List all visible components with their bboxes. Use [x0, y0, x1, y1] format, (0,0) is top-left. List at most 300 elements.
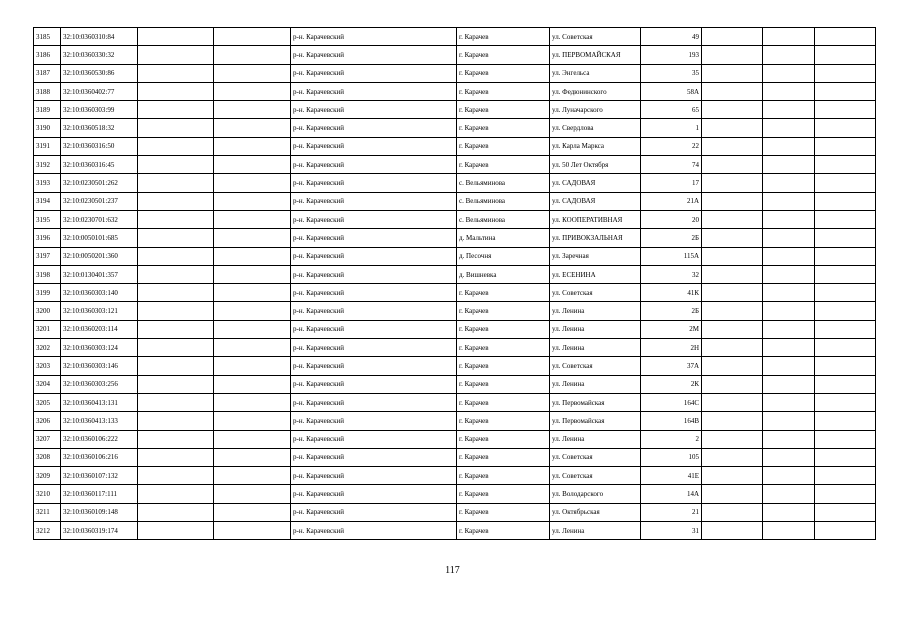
- settlement-cell: д. Вишневка: [457, 265, 550, 283]
- house-number-cell: 20: [641, 210, 702, 228]
- empty-cell: [702, 64, 763, 82]
- register-table: [33, 27, 876, 540]
- empty-cell: [815, 28, 876, 46]
- street-cell: ул. Луначарского: [550, 101, 641, 119]
- street-cell: ул. Октябрьская: [550, 503, 641, 521]
- house-number-cell: 14А: [641, 485, 702, 503]
- district-cell: р-н. Карачевский: [291, 46, 457, 64]
- house-number-cell: 22: [641, 137, 702, 155]
- district-cell: р-н. Карачевский: [291, 485, 457, 503]
- empty-cell: [702, 375, 763, 393]
- cadastral-number-cell: 32:10:0050101:685: [61, 229, 138, 247]
- empty-cell: [214, 156, 291, 174]
- street-cell: ул. Свердлова: [550, 119, 641, 137]
- district-cell: р-н. Карачевский: [291, 320, 457, 338]
- empty-cell: [214, 430, 291, 448]
- empty-cell: [702, 320, 763, 338]
- empty-cell: [815, 174, 876, 192]
- empty-cell: [214, 522, 291, 540]
- empty-cell: [214, 467, 291, 485]
- settlement-cell: г. Карачев: [457, 64, 550, 82]
- settlement-cell: г. Карачев: [457, 393, 550, 411]
- empty-cell: [763, 156, 815, 174]
- empty-cell: [815, 375, 876, 393]
- row-number-cell: 3206: [34, 412, 61, 430]
- empty-cell: [763, 192, 815, 210]
- empty-cell: [138, 393, 214, 411]
- empty-cell: [815, 119, 876, 137]
- house-number-cell: 21А: [641, 192, 702, 210]
- empty-cell: [702, 503, 763, 521]
- house-number-cell: 2Б: [641, 229, 702, 247]
- page-number: 117: [445, 565, 460, 576]
- table-row: [34, 229, 876, 247]
- row-number-cell: 3209: [34, 467, 61, 485]
- district-cell: р-н. Карачевский: [291, 265, 457, 283]
- empty-cell: [815, 64, 876, 82]
- empty-cell: [702, 485, 763, 503]
- empty-cell: [138, 430, 214, 448]
- cadastral-number-cell: 32:10:0130401:357: [61, 265, 138, 283]
- district-cell: р-н. Карачевский: [291, 119, 457, 137]
- empty-cell: [702, 119, 763, 137]
- empty-cell: [702, 28, 763, 46]
- settlement-cell: г. Карачев: [457, 284, 550, 302]
- empty-cell: [702, 101, 763, 119]
- empty-cell: [702, 82, 763, 100]
- cadastral-number-cell: 32:10:0360106:216: [61, 448, 138, 466]
- street-cell: ул. Первомайская: [550, 393, 641, 411]
- district-cell: р-н. Карачевский: [291, 302, 457, 320]
- empty-cell: [702, 229, 763, 247]
- table-row: [34, 357, 876, 375]
- street-cell: ул. Первомайская: [550, 412, 641, 430]
- empty-cell: [815, 101, 876, 119]
- empty-cell: [702, 284, 763, 302]
- house-number-cell: 31: [641, 522, 702, 540]
- empty-cell: [815, 393, 876, 411]
- cadastral-number-cell: 32:10:0360518:32: [61, 119, 138, 137]
- house-number-cell: 37А: [641, 357, 702, 375]
- row-number-cell: 3200: [34, 302, 61, 320]
- empty-cell: [763, 393, 815, 411]
- settlement-cell: г. Карачев: [457, 46, 550, 64]
- empty-cell: [815, 156, 876, 174]
- row-number-cell: 3211: [34, 503, 61, 521]
- empty-cell: [815, 137, 876, 155]
- empty-cell: [138, 247, 214, 265]
- row-number-cell: 3194: [34, 192, 61, 210]
- district-cell: р-н. Карачевский: [291, 393, 457, 411]
- row-number-cell: 3196: [34, 229, 61, 247]
- district-cell: р-н. Карачевский: [291, 412, 457, 430]
- table-row: [34, 448, 876, 466]
- empty-cell: [702, 210, 763, 228]
- table-row: [34, 375, 876, 393]
- street-cell: ул. 50 Лет Октября: [550, 156, 641, 174]
- empty-cell: [702, 46, 763, 64]
- empty-cell: [214, 192, 291, 210]
- empty-cell: [702, 448, 763, 466]
- settlement-cell: г. Карачев: [457, 119, 550, 137]
- settlement-cell: г. Карачев: [457, 320, 550, 338]
- table-row: [34, 467, 876, 485]
- street-cell: ул. Володарского: [550, 485, 641, 503]
- empty-cell: [815, 265, 876, 283]
- empty-cell: [214, 82, 291, 100]
- empty-cell: [763, 119, 815, 137]
- settlement-cell: г. Карачев: [457, 101, 550, 119]
- empty-cell: [214, 503, 291, 521]
- empty-cell: [214, 229, 291, 247]
- settlement-cell: г. Карачев: [457, 82, 550, 100]
- cadastral-number-cell: 32:10:0360303:146: [61, 357, 138, 375]
- empty-cell: [815, 448, 876, 466]
- empty-cell: [214, 357, 291, 375]
- cadastral-number-cell: 32:10:0360330:32: [61, 46, 138, 64]
- row-number-cell: 3190: [34, 119, 61, 137]
- empty-cell: [815, 412, 876, 430]
- house-number-cell: 65: [641, 101, 702, 119]
- cadastral-number-cell: 32:10:0050201:360: [61, 247, 138, 265]
- district-cell: р-н. Карачевский: [291, 247, 457, 265]
- cadastral-number-cell: 32:10:0360316:50: [61, 137, 138, 155]
- empty-cell: [138, 375, 214, 393]
- street-cell: ул. Ленина: [550, 430, 641, 448]
- settlement-cell: г. Карачев: [457, 522, 550, 540]
- street-cell: ул. Советская: [550, 467, 641, 485]
- table-row: [34, 302, 876, 320]
- empty-cell: [815, 82, 876, 100]
- empty-cell: [138, 82, 214, 100]
- house-number-cell: 41Е: [641, 467, 702, 485]
- street-cell: ул. ЕСЕНИНА: [550, 265, 641, 283]
- row-number-cell: 3203: [34, 357, 61, 375]
- table-row: [34, 339, 876, 357]
- table-row: [34, 210, 876, 228]
- empty-cell: [214, 64, 291, 82]
- empty-cell: [702, 393, 763, 411]
- house-number-cell: 164С: [641, 393, 702, 411]
- empty-cell: [138, 265, 214, 283]
- empty-cell: [138, 28, 214, 46]
- street-cell: ул. Ленина: [550, 522, 641, 540]
- empty-cell: [763, 284, 815, 302]
- house-number-cell: 193: [641, 46, 702, 64]
- table-row: [34, 156, 876, 174]
- district-cell: р-н. Карачевский: [291, 229, 457, 247]
- empty-cell: [214, 174, 291, 192]
- district-cell: р-н. Карачевский: [291, 174, 457, 192]
- row-number-cell: 3189: [34, 101, 61, 119]
- settlement-cell: г. Карачев: [457, 156, 550, 174]
- street-cell: ул. Ленина: [550, 320, 641, 338]
- row-number-cell: 3185: [34, 28, 61, 46]
- empty-cell: [214, 265, 291, 283]
- empty-cell: [214, 320, 291, 338]
- table-row: [34, 46, 876, 64]
- settlement-cell: с. Вельяминова: [457, 174, 550, 192]
- empty-cell: [138, 101, 214, 119]
- empty-cell: [763, 137, 815, 155]
- row-number-cell: 3212: [34, 522, 61, 540]
- empty-cell: [138, 192, 214, 210]
- empty-cell: [702, 339, 763, 357]
- empty-cell: [138, 339, 214, 357]
- table-row: [34, 174, 876, 192]
- settlement-cell: с. Вельяминова: [457, 192, 550, 210]
- cadastral-number-cell: 32:10:0360109:148: [61, 503, 138, 521]
- empty-cell: [815, 247, 876, 265]
- table-row: [34, 64, 876, 82]
- empty-cell: [138, 284, 214, 302]
- table-row: [34, 485, 876, 503]
- empty-cell: [763, 210, 815, 228]
- house-number-cell: 17: [641, 174, 702, 192]
- street-cell: ул. Карла Маркса: [550, 137, 641, 155]
- cadastral-number-cell: 32:10:0360303:99: [61, 101, 138, 119]
- empty-cell: [214, 137, 291, 155]
- empty-cell: [214, 339, 291, 357]
- cadastral-number-cell: 32:10:0360106:222: [61, 430, 138, 448]
- empty-cell: [702, 522, 763, 540]
- empty-cell: [815, 522, 876, 540]
- row-number-cell: 3192: [34, 156, 61, 174]
- cadastral-number-cell: 32:10:0360402:77: [61, 82, 138, 100]
- empty-cell: [214, 101, 291, 119]
- row-number-cell: 3205: [34, 393, 61, 411]
- settlement-cell: г. Карачев: [457, 485, 550, 503]
- street-cell: ул. САДОВАЯ: [550, 174, 641, 192]
- empty-cell: [138, 448, 214, 466]
- empty-cell: [763, 485, 815, 503]
- district-cell: р-н. Карачевский: [291, 339, 457, 357]
- row-number-cell: 3199: [34, 284, 61, 302]
- table-row: [34, 137, 876, 155]
- settlement-cell: г. Карачев: [457, 137, 550, 155]
- empty-cell: [763, 247, 815, 265]
- cadastral-number-cell: 32:10:0360303:140: [61, 284, 138, 302]
- empty-cell: [702, 156, 763, 174]
- empty-cell: [815, 430, 876, 448]
- empty-cell: [763, 448, 815, 466]
- settlement-cell: г. Карачев: [457, 412, 550, 430]
- empty-cell: [138, 467, 214, 485]
- table-row: [34, 412, 876, 430]
- empty-cell: [138, 320, 214, 338]
- house-number-cell: 2: [641, 430, 702, 448]
- empty-cell: [815, 302, 876, 320]
- cadastral-number-cell: 32:10:0360303:124: [61, 339, 138, 357]
- empty-cell: [763, 229, 815, 247]
- district-cell: р-н. Карачевский: [291, 430, 457, 448]
- empty-cell: [763, 64, 815, 82]
- empty-cell: [763, 101, 815, 119]
- empty-cell: [138, 503, 214, 521]
- row-number-cell: 3202: [34, 339, 61, 357]
- district-cell: р-н. Карачевский: [291, 82, 457, 100]
- empty-cell: [138, 357, 214, 375]
- row-number-cell: 3191: [34, 137, 61, 155]
- empty-cell: [763, 302, 815, 320]
- row-number-cell: 3187: [34, 64, 61, 82]
- house-number-cell: 41К: [641, 284, 702, 302]
- district-cell: р-н. Карачевский: [291, 101, 457, 119]
- street-cell: ул. ПРИВОКЗАЛЬНАЯ: [550, 229, 641, 247]
- table-row: [34, 82, 876, 100]
- cadastral-number-cell: 32:10:0360303:121: [61, 302, 138, 320]
- table-row: [34, 284, 876, 302]
- empty-cell: [138, 210, 214, 228]
- empty-cell: [138, 46, 214, 64]
- empty-cell: [763, 357, 815, 375]
- district-cell: р-н. Карачевский: [291, 522, 457, 540]
- empty-cell: [214, 284, 291, 302]
- table-row: [34, 101, 876, 119]
- empty-cell: [815, 357, 876, 375]
- cadastral-number-cell: 32:10:0360319:174: [61, 522, 138, 540]
- empty-cell: [815, 467, 876, 485]
- table-row: [34, 503, 876, 521]
- district-cell: р-н. Карачевский: [291, 467, 457, 485]
- register-table-body: [34, 28, 876, 540]
- row-number-cell: 3195: [34, 210, 61, 228]
- cadastral-number-cell: 32:10:0230501:262: [61, 174, 138, 192]
- street-cell: ул. Заречная: [550, 247, 641, 265]
- house-number-cell: 164В: [641, 412, 702, 430]
- house-number-cell: 49: [641, 28, 702, 46]
- empty-cell: [214, 210, 291, 228]
- cadastral-number-cell: 32:10:0360117:111: [61, 485, 138, 503]
- row-number-cell: 3210: [34, 485, 61, 503]
- district-cell: р-н. Карачевский: [291, 375, 457, 393]
- table-row: [34, 247, 876, 265]
- street-cell: ул. САДОВАЯ: [550, 192, 641, 210]
- empty-cell: [702, 247, 763, 265]
- house-number-cell: 105: [641, 448, 702, 466]
- table-row: [34, 192, 876, 210]
- house-number-cell: 21: [641, 503, 702, 521]
- empty-cell: [138, 119, 214, 137]
- row-number-cell: 3193: [34, 174, 61, 192]
- empty-cell: [214, 375, 291, 393]
- empty-cell: [702, 412, 763, 430]
- empty-cell: [702, 302, 763, 320]
- empty-cell: [214, 119, 291, 137]
- district-cell: р-н. Карачевский: [291, 64, 457, 82]
- empty-cell: [214, 448, 291, 466]
- empty-cell: [214, 393, 291, 411]
- cadastral-number-cell: 32:10:0360203:114: [61, 320, 138, 338]
- empty-cell: [138, 302, 214, 320]
- house-number-cell: 1: [641, 119, 702, 137]
- settlement-cell: г. Карачев: [457, 467, 550, 485]
- settlement-cell: г. Карачев: [457, 448, 550, 466]
- row-number-cell: 3208: [34, 448, 61, 466]
- table-row: [34, 430, 876, 448]
- empty-cell: [214, 46, 291, 64]
- settlement-cell: г. Карачев: [457, 28, 550, 46]
- cadastral-number-cell: 32:10:0230501:237: [61, 192, 138, 210]
- house-number-cell: 2К: [641, 375, 702, 393]
- empty-cell: [214, 485, 291, 503]
- empty-cell: [815, 210, 876, 228]
- empty-cell: [702, 357, 763, 375]
- empty-cell: [815, 46, 876, 64]
- settlement-cell: г. Карачев: [457, 302, 550, 320]
- empty-cell: [702, 137, 763, 155]
- empty-cell: [138, 156, 214, 174]
- empty-cell: [702, 265, 763, 283]
- empty-cell: [214, 28, 291, 46]
- cadastral-number-cell: 32:10:0360413:131: [61, 393, 138, 411]
- empty-cell: [815, 192, 876, 210]
- empty-cell: [763, 28, 815, 46]
- house-number-cell: 58А: [641, 82, 702, 100]
- district-cell: р-н. Карачевский: [291, 156, 457, 174]
- house-number-cell: 35: [641, 64, 702, 82]
- district-cell: р-н. Карачевский: [291, 357, 457, 375]
- cadastral-number-cell: 32:10:0360310:84: [61, 28, 138, 46]
- empty-cell: [138, 522, 214, 540]
- empty-cell: [815, 284, 876, 302]
- cadastral-number-cell: 32:10:0230701:632: [61, 210, 138, 228]
- street-cell: ул. Советская: [550, 357, 641, 375]
- empty-cell: [138, 229, 214, 247]
- empty-cell: [702, 467, 763, 485]
- settlement-cell: д. Песочня: [457, 247, 550, 265]
- street-cell: ул. ПЕРВОМАЙСКАЯ: [550, 46, 641, 64]
- district-cell: р-н. Карачевский: [291, 503, 457, 521]
- settlement-cell: г. Карачев: [457, 503, 550, 521]
- cadastral-number-cell: 32:10:0360413:133: [61, 412, 138, 430]
- empty-cell: [702, 430, 763, 448]
- cadastral-number-cell: 32:10:0360303:256: [61, 375, 138, 393]
- cadastral-number-cell: 32:10:0360530:86: [61, 64, 138, 82]
- settlement-cell: д. Мальтина: [457, 229, 550, 247]
- district-cell: р-н. Карачевский: [291, 284, 457, 302]
- settlement-cell: г. Карачев: [457, 339, 550, 357]
- settlement-cell: г. Карачев: [457, 375, 550, 393]
- street-cell: ул. Ленина: [550, 375, 641, 393]
- street-cell: ул. Федюнинского: [550, 82, 641, 100]
- street-cell: ул. Ленина: [550, 339, 641, 357]
- street-cell: ул. Энгельса: [550, 64, 641, 82]
- district-cell: р-н. Карачевский: [291, 448, 457, 466]
- row-number-cell: 3188: [34, 82, 61, 100]
- house-number-cell: 2М: [641, 320, 702, 338]
- empty-cell: [763, 412, 815, 430]
- empty-cell: [815, 339, 876, 357]
- cadastral-number-cell: 32:10:0360316:45: [61, 156, 138, 174]
- table-row: [34, 393, 876, 411]
- house-number-cell: 115А: [641, 247, 702, 265]
- house-number-cell: 2Б: [641, 302, 702, 320]
- cadastral-number-cell: 32:10:0360107:132: [61, 467, 138, 485]
- empty-cell: [214, 247, 291, 265]
- table-row: [34, 119, 876, 137]
- empty-cell: [214, 302, 291, 320]
- empty-cell: [815, 485, 876, 503]
- empty-cell: [214, 412, 291, 430]
- empty-cell: [815, 320, 876, 338]
- table-row: [34, 522, 876, 540]
- empty-cell: [138, 485, 214, 503]
- row-number-cell: 3207: [34, 430, 61, 448]
- district-cell: р-н. Карачевский: [291, 192, 457, 210]
- empty-cell: [763, 82, 815, 100]
- house-number-cell: 2Н: [641, 339, 702, 357]
